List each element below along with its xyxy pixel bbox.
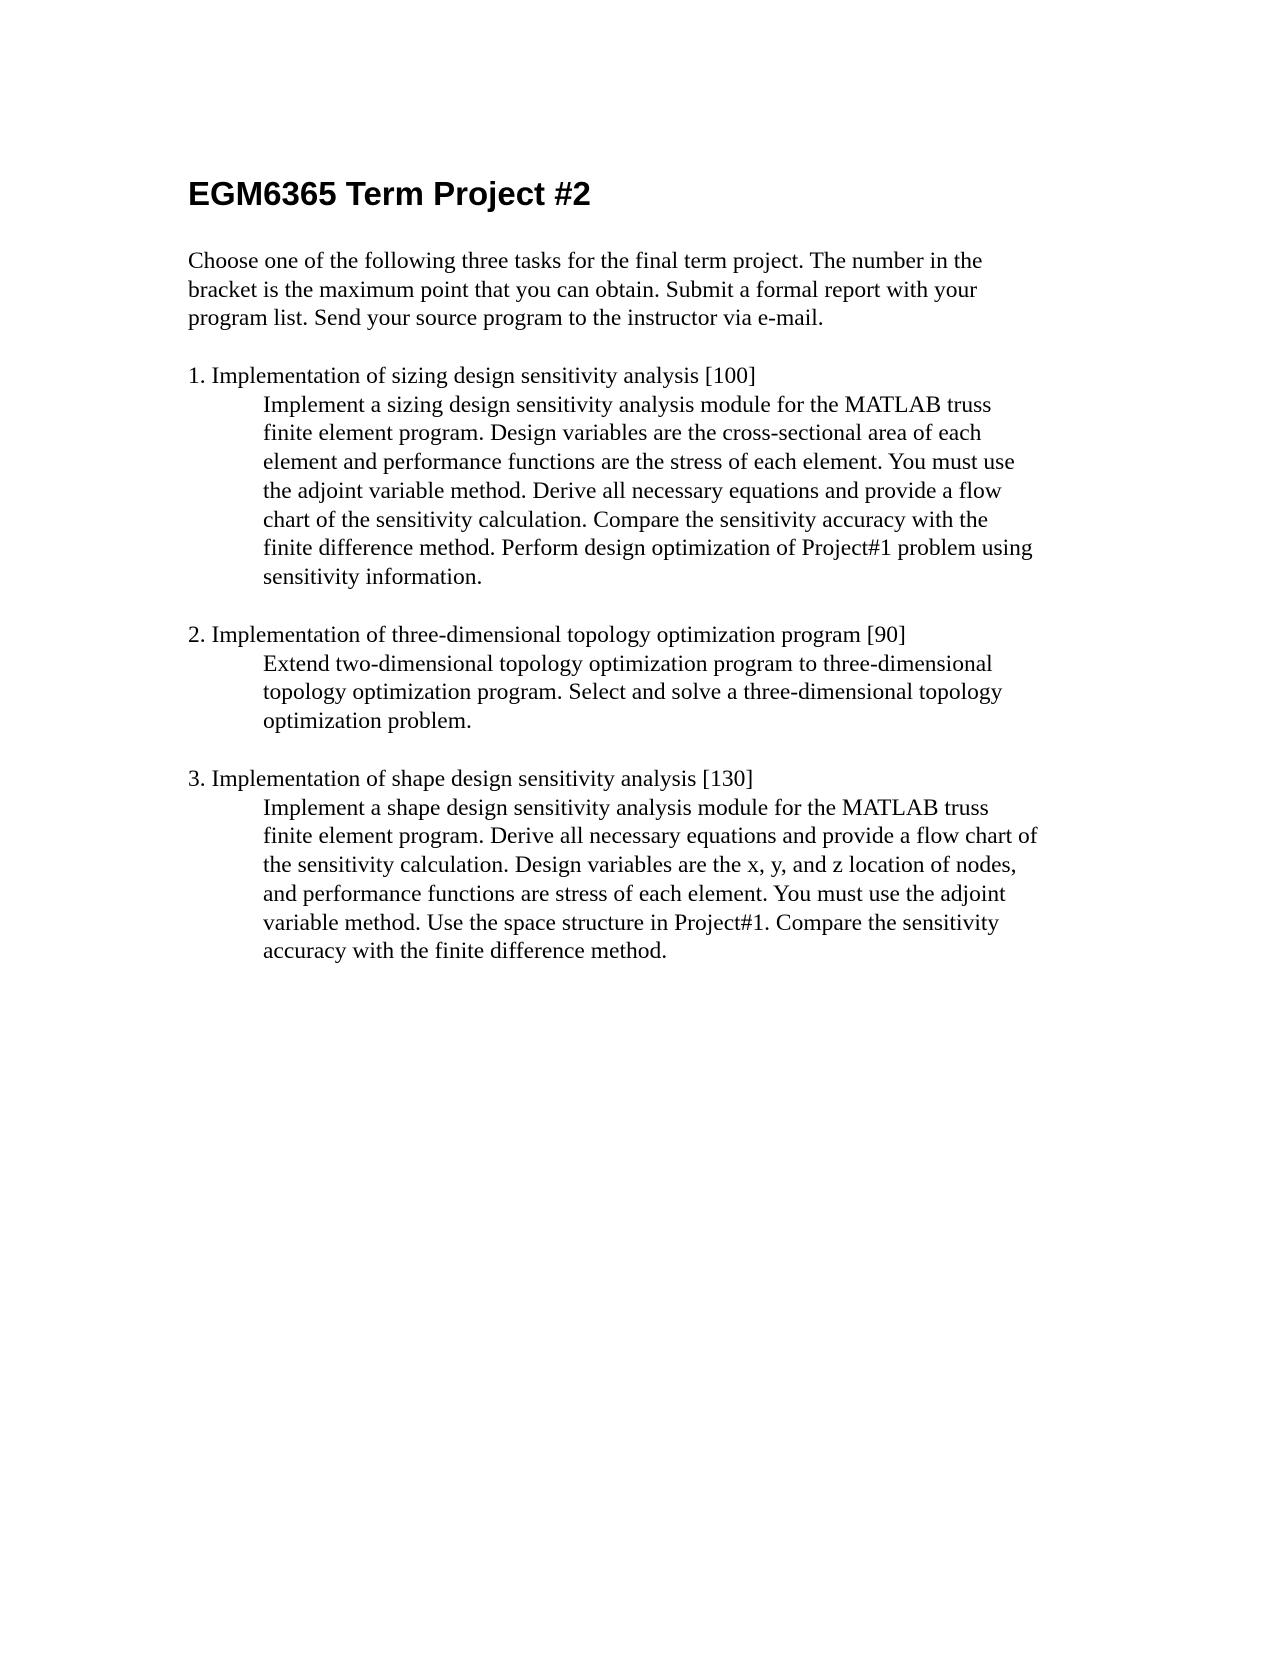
task-1-line: sensitivity information. [263,563,483,590]
task-1-line: the adjoint variable method. Derive all necessary equations and provide a flow [263,477,1002,504]
task-3-line: finite element program. Derive all necessary equations and provide a flow chart of [263,823,1038,850]
task-3-line: variable method. Use the space structure in Project#1. Compare the sensitivity [263,909,1000,936]
intro-paragraph [188,247,982,333]
intro-line: bracket is the maximum point that you can obtain. Submit a formal report with your [188,276,978,303]
task-2-description [263,650,1002,736]
task-1-heading: 1. Implementation of sizing design sensitivity analysis [100] [188,363,756,389]
task-1-line: chart of the sensitivity calculation. Compare the sensitivity accuracy with the [263,506,989,533]
task-1 [188,362,1033,592]
task-1-line: finite element program. Design variables are the cross-sectional area of each [263,420,982,447]
task-2-line: optimization problem. [263,708,472,735]
task-2 [188,621,1002,736]
task-3-line: the sensitivity calculation. Design variables are the x, y, and z location of nodes, [263,852,1017,879]
task-2-line: Extend two-dimensional topology optimization program to three-dimensional [263,650,993,677]
intro-line: Choose one of the following three tasks for the final term project. The number in the [188,248,983,274]
task-3-line: and performance functions are stress of each element. You must use the adjoint [263,880,1006,907]
task-1-description [263,391,1033,592]
task-3-line: Implement a shape design sensitivity analysis module for the MATLAB truss [263,794,989,821]
task-3-description [263,794,1038,966]
task-2-heading: 2. Implementation of three-dimensional topology optimization program [90] [188,622,906,648]
task-3-line: accuracy with the finite difference method. [263,938,668,965]
document-title: EGM6365 Term Project #2 [188,175,591,212]
task-1-line: finite difference method. Perform design optimization of Project#1 problem using [263,535,1033,562]
task-2-line: topology optimization program. Select and solve a three-dimensional topology [263,679,1003,706]
intro-line: program list. Send your source program to the instructor via e-mail. [188,305,824,332]
task-3 [188,765,1038,966]
task-3-heading: 3. Implementation of shape design sensitivity analysis [130] [188,766,754,792]
task-1-line: Implement a sizing design sensitivity analysis module for the MATLAB truss [263,391,992,418]
task-1-line: element and performance functions are the stress of each element. You must use [263,449,1015,476]
